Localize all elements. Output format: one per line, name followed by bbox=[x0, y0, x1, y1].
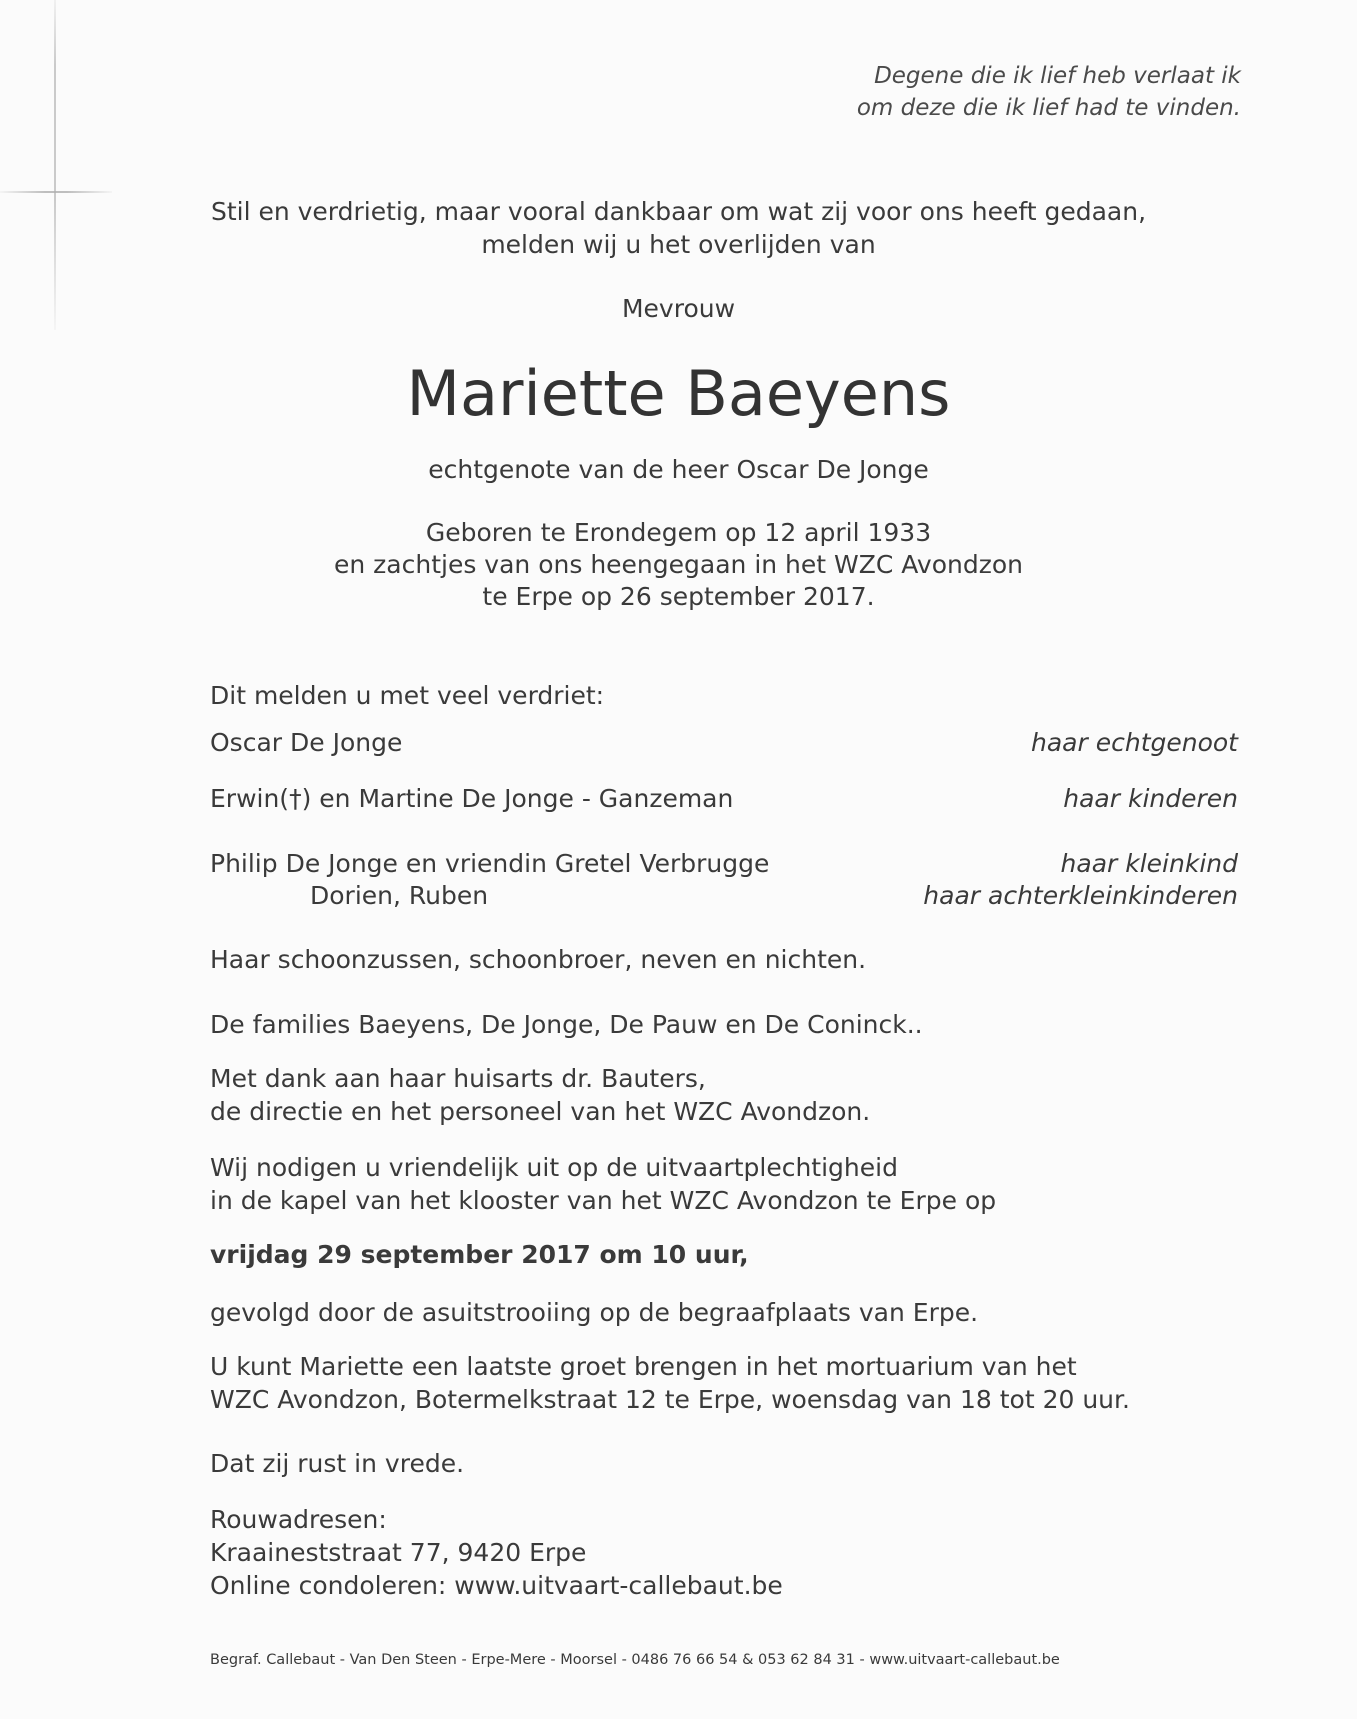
thanks-text bbox=[210, 1062, 1240, 1128]
motto-line: om deze die ik lief had te vinden. bbox=[856, 95, 1241, 121]
cross-vertical-bar bbox=[54, 0, 56, 330]
rest-line: Dat zij rust in vrede. bbox=[210, 1449, 465, 1478]
followed-by-line: gevolgd door de asuitstrooiing op de begraafplaats van Erpe. bbox=[210, 1298, 979, 1327]
service-date: vrijdag 29 september 2017 om 10 uur, bbox=[210, 1240, 749, 1269]
visit-line: WZC Avondzon, Botermelkstraat 12 te Erpe, woensdag van 18 tot 20 uur. bbox=[210, 1385, 1130, 1414]
family-relation: haar kleinkind bbox=[1060, 849, 1238, 878]
cross-horizontal-bar bbox=[0, 191, 112, 193]
motto-line: Degene die ik lief heb verlaat ik bbox=[874, 63, 1241, 89]
intro-line: melden wij u het overlijden van bbox=[481, 230, 876, 259]
visit-line: U kunt Mariette een laatste groet brengen in het mortuarium van het bbox=[210, 1352, 1077, 1381]
footer-credits: Begraf. Callebaut - Van Den Steen - Erpe-Mere - Moorsel - 0486 76 66 54 & 053 62 84 31 - www.uitvaart-callebaut.be bbox=[210, 1652, 1060, 1668]
visit-text bbox=[210, 1350, 1240, 1416]
address-line: Kraaineststraat 77, 9420 Erpe bbox=[210, 1538, 587, 1567]
relatives-line: Haar schoonzussen, schoonbroer, neven en nichten. bbox=[210, 945, 867, 974]
addresses-heading: Rouwadresen: bbox=[210, 1505, 387, 1534]
family-name: Oscar De Jonge bbox=[210, 728, 403, 757]
death-place-line: te Erpe op 26 september 2017. bbox=[482, 582, 875, 611]
family-name: Erwin(†) en Martine De Jonge - Ganzeman bbox=[210, 784, 734, 813]
family-relation: haar echtgenoot bbox=[1031, 728, 1238, 757]
condolence-link: Online condoleren: www.uitvaart-callebaut.be bbox=[210, 1571, 783, 1600]
invitation-line: in de kapel van het klooster van het WZC Avondzon te Erpe op bbox=[210, 1186, 997, 1215]
spouse-line: echtgenote van de heer Oscar De Jonge bbox=[428, 455, 929, 484]
intro-text bbox=[0, 195, 1357, 261]
thanks-line: de directie en het personeel van het WZC Avondzon. bbox=[210, 1097, 871, 1126]
invitation-text bbox=[210, 1151, 1240, 1217]
birth-death-details bbox=[0, 517, 1357, 613]
families-line: De families Baeyens, De Jonge, De Pauw en De Coninck.. bbox=[210, 1010, 923, 1039]
title-mevrouw: Mevrouw bbox=[621, 294, 736, 323]
family-row bbox=[210, 782, 1238, 815]
family-relation: haar achterkleinkinderen bbox=[923, 881, 1238, 910]
family-name: Philip De Jonge en vriendin Gretel Verbrugge bbox=[210, 849, 770, 878]
birth-line: Geboren te Erondegem op 12 april 1933 bbox=[425, 518, 932, 547]
invitation-line: Wij nodigen u vriendelijk uit op de uitvaartplechtigheid bbox=[210, 1153, 898, 1182]
death-line: en zachtjes van ons heengegaan in het WZC Avondzon bbox=[334, 550, 1023, 579]
thanks-line: Met dank aan haar huisarts dr. Bauters, bbox=[210, 1064, 706, 1093]
announce-heading: Dit melden u met veel verdriet: bbox=[210, 681, 605, 710]
family-row bbox=[210, 847, 1238, 880]
family-row bbox=[210, 879, 1238, 912]
family-name: Dorien, Ruben bbox=[310, 881, 489, 910]
deceased-name: Mariette Baeyens bbox=[406, 357, 951, 430]
family-row bbox=[210, 726, 1238, 759]
family-relation: haar kinderen bbox=[1063, 784, 1238, 813]
addresses bbox=[210, 1503, 1240, 1602]
intro-line: Stil en verdrietig, maar vooral dankbaar om wat zij voor ons heeft gedaan, bbox=[210, 197, 1147, 226]
motto bbox=[681, 60, 1241, 124]
